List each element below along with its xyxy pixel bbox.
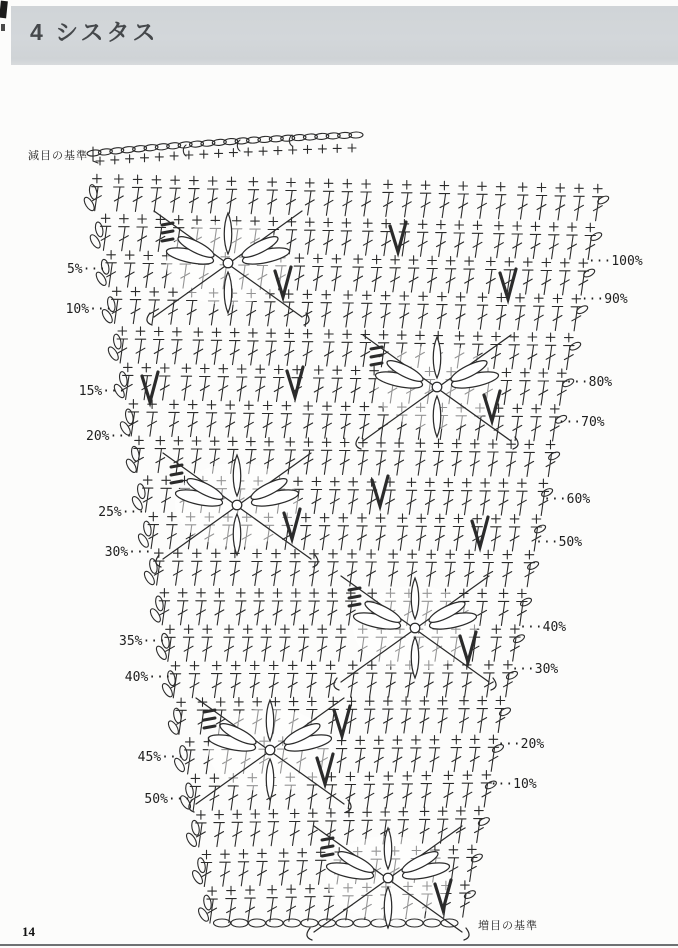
right-percent-label: ···50% [535, 535, 583, 550]
left-percent-label: 20%··· [86, 429, 133, 444]
left-percent-label: 25%··· [98, 505, 146, 520]
left-percent-label: 5%··· [66, 262, 107, 277]
right-percent-label: ···30% [511, 662, 559, 677]
left-percent-label: 50%··· [144, 792, 192, 807]
right-percent-label: ···70% [557, 415, 605, 430]
flower-motif [307, 826, 469, 940]
left-percent-label: 40%··· [124, 670, 172, 685]
increase-reference-label: 増目の基準 [478, 919, 538, 932]
left-percent-label: 45%··· [137, 750, 185, 765]
flower-motif [147, 211, 309, 325]
right-percent-label: ···80% [565, 375, 613, 390]
right-percent-label: ···60% [543, 492, 591, 507]
right-percent-label: ···10% [489, 777, 537, 792]
page-number: 14 [22, 924, 35, 939]
section-title: 4 シスタス [30, 19, 159, 45]
flower-motif [156, 453, 318, 567]
right-percent-label: ···40% [519, 620, 567, 635]
right-percent-label: ···100% [587, 254, 643, 269]
left-percent-label: 35%··· [119, 634, 166, 649]
top-reference-band [87, 132, 363, 157]
decrease-reference-label: 減目の基準 [28, 149, 88, 162]
left-percent-label: 15%··· [78, 384, 126, 399]
flower-motif [356, 335, 518, 449]
left-percent-label: 30%··· [104, 545, 152, 560]
scan-edge-line [0, 944, 678, 946]
flower-motif [189, 698, 351, 812]
right-percent-label: ···20% [497, 737, 545, 752]
left-percent-label: 10%··· [65, 302, 113, 317]
right-percent-label: ···90% [580, 292, 628, 307]
